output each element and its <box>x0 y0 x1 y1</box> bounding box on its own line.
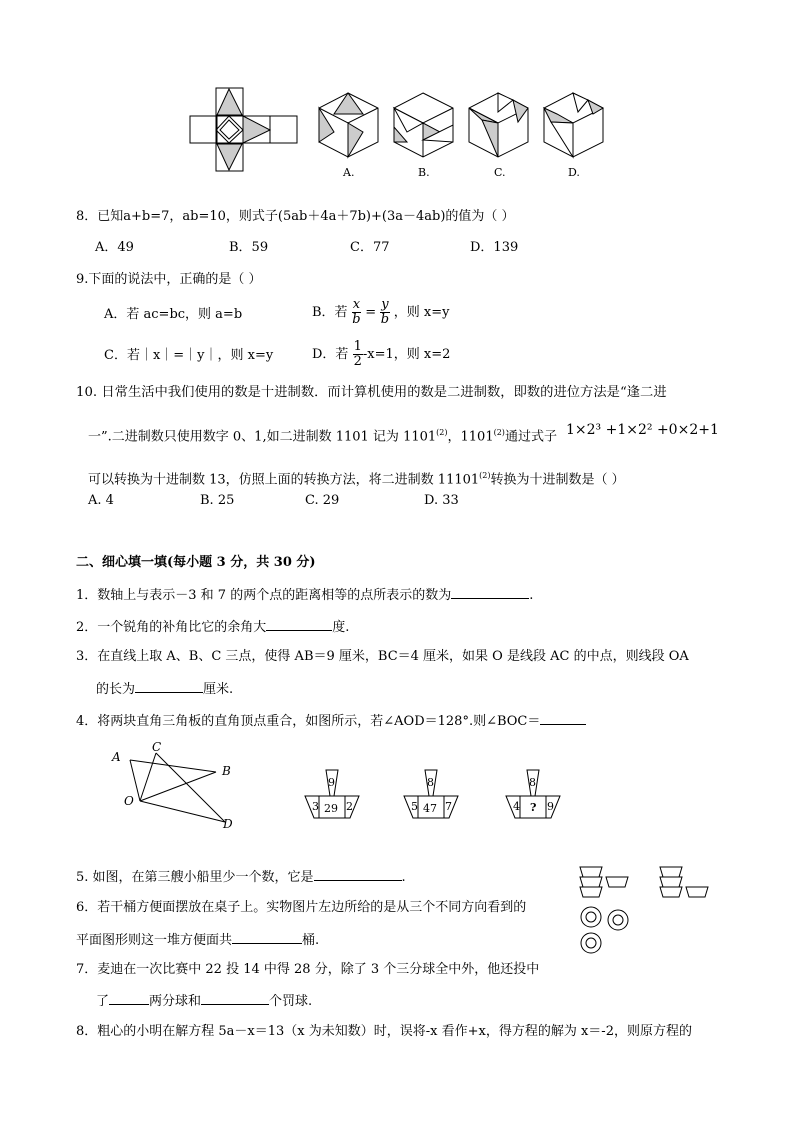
boat-2-left: 5 <box>411 800 418 813</box>
fill-question-6: 6．若干桶方便面摆放在桌子上。实物图片左边所给的是从三个不同方向看到的 <box>76 900 527 915</box>
fill-question-7-cont: 了 两分球和 个罚球. <box>96 994 313 1009</box>
boat-3-right: 9 <box>547 800 554 813</box>
boat-2 <box>403 770 459 820</box>
q9-option-b: B．若 $\frac{x}{b}$ = $\frac{y}{b}$ ，则 x=y <box>312 297 450 327</box>
fill-question-1: 1．数轴上与表示－3 和 7 的两个点的距离相等的点所表示的数为 . <box>76 588 534 603</box>
boat-3-top: 8 <box>529 776 536 789</box>
boat-2-right: 7 <box>445 800 452 813</box>
fill-question-2: 2．一个锐角的补角比它的余角大 度. <box>76 620 350 635</box>
q9-option-a: A．若 ac=bc，则 a=b <box>104 307 243 322</box>
q9-option-b-fraction-2: $\frac{y}{b}$ <box>380 297 390 327</box>
question-10-line-3: 可以转换为十进制数 13，仿照上面的转换方法，将二进制数 11101$^{(2)}$转换为十进制数是（ ） <box>88 471 625 488</box>
q9-option-c: C．若｜x｜=｜y｜，则 x=y <box>104 348 274 363</box>
boat-3 <box>505 770 561 820</box>
fill-question-3-cont: 的长为 厘米. <box>96 682 234 697</box>
boat-1-right: 2 <box>346 800 353 813</box>
q9-option-b-prefix: B．若 <box>312 305 348 320</box>
boat-1-top: 9 <box>328 776 335 789</box>
cube-net-figure <box>190 88 310 172</box>
point-b-label: B <box>222 764 231 778</box>
q8-option-a: A．49 <box>95 240 134 255</box>
q10-option-a: A. 4 <box>88 493 114 508</box>
cube-option-c <box>468 92 530 158</box>
boat-3-mid: ? <box>530 801 537 814</box>
triangle-boards-figure <box>110 740 240 832</box>
point-o-label: O <box>124 794 134 808</box>
point-d-label: D <box>223 817 233 831</box>
cube-option-a <box>318 92 380 158</box>
question-8-text: 8．已知a+b=7，ab=10，则式子(5ab＋4a＋7b)+(3a－4ab)的值为（ ） <box>76 209 515 224</box>
q9-option-d-fraction: $\frac{1}{2}$ <box>353 339 362 369</box>
noodle-views-figure <box>576 865 716 959</box>
binary-formula: 1×2³ +1×2² +0×2+1 <box>566 422 719 438</box>
fill-question-8: 8．粗心的小明在解方程 5a－x＝13（x 为未知数）时，误将-x 看作+x，得方程的解为 x＝-2，则原方程的 <box>76 1024 692 1039</box>
q9-option-d: D．若 $\frac{1}{2}$ -x=1，则 x=2 <box>312 339 451 369</box>
fill-question-6-cont: 平面图形则这一堆方便面共 桶. <box>76 933 320 948</box>
point-c-label: C <box>152 740 162 754</box>
boat-2-top: 8 <box>427 776 434 789</box>
question-9-text: 9.下面的说法中，正确的是（ ） <box>76 272 262 287</box>
fill-question-7: 7．麦迪在一次比赛中 22 投 14 中得 28 分，除了 3 个三分球全中外，他还投中 <box>76 962 540 977</box>
cube-option-c-label: C. <box>494 166 506 179</box>
fill-question-3: 3．在直线上取 A、B、C 三点，使得 AB＝9 厘米，BC＝4 厘米，如果 O 是线段 AC 的中点，则线段 OA <box>76 649 689 664</box>
cube-option-d-label: D. <box>568 166 580 179</box>
fill-question-5: 5. 如图，在第三艘小船里少一个数，它是 . <box>76 870 406 885</box>
boat-1-left: 3 <box>312 800 319 813</box>
question-10-line-2: 一”.二进制数只使用数字 0、1,如二进制数 1101 记为 1101$^{(2)}$，1101$^{(2)}$通过式子 <box>88 428 557 445</box>
q10-option-b: B. 25 <box>200 493 235 508</box>
q8-option-d: D．139 <box>470 240 519 255</box>
boat-2-mid: 47 <box>423 802 437 815</box>
cube-option-b-label: B. <box>418 166 430 179</box>
fill-question-4: 4．将两块直角三角板的直角顶点重合，如图所示，若∠AOD＝128°.则∠BOC＝ <box>76 712 586 730</box>
q8-option-c: C．77 <box>350 240 390 255</box>
boat-3-left: 4 <box>513 800 520 813</box>
cube-option-a-label: A. <box>343 166 355 179</box>
cube-option-d <box>543 92 605 158</box>
q10-option-c: C. 29 <box>305 493 340 508</box>
cube-option-b <box>393 92 455 158</box>
point-a-label: A <box>112 750 121 764</box>
section-2-title: 二、细心填一填(每小题 3 分，共 30 分) <box>76 555 316 570</box>
q10-option-d: D. 33 <box>424 493 459 508</box>
q8-option-b: B．59 <box>229 240 269 255</box>
question-10-line-1: 10. 日常生活中我们使用的数是十进制数．而计算机使用的数是二进制数，即数的进位方法是“逢二进 <box>76 385 667 400</box>
q9-option-b-fraction-1: $\frac{x}{b}$ <box>352 297 361 327</box>
boat-1 <box>304 770 360 820</box>
boat-1-mid: 29 <box>324 802 338 815</box>
